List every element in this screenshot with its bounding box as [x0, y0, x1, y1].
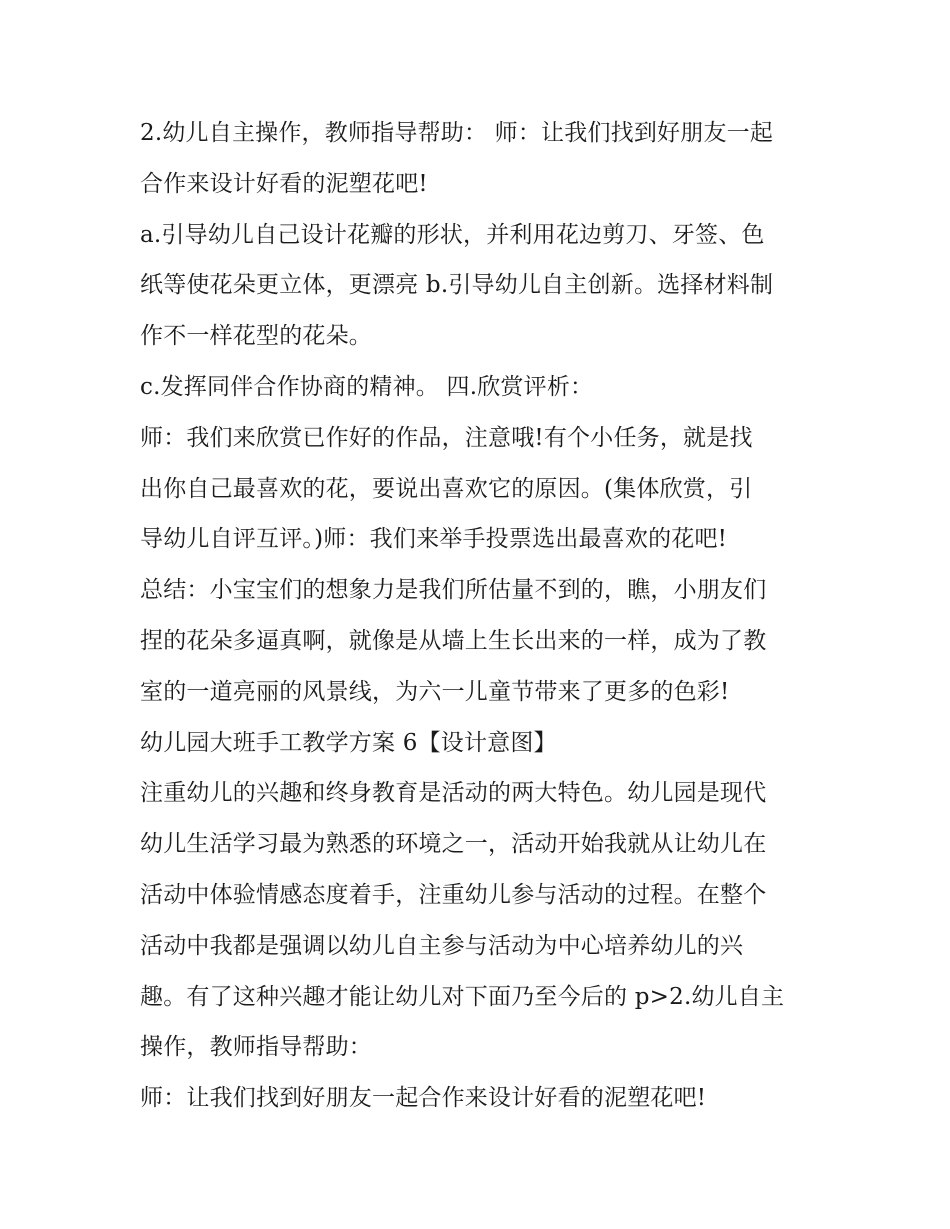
document-body — [140, 108, 820, 1124]
section-heading: 幼儿园大班手工教学方案 6【设计意图】 — [140, 729, 557, 756]
text-line: 作不一样花型的花朵。 — [140, 323, 372, 350]
text-line: 注重幼儿的兴趣和终身教育是活动的两大特色。幼儿园是现代 — [140, 780, 767, 807]
text-line: 活动中体验情感态度着手，注重幼儿参与活动的过程。在整个 — [140, 881, 767, 908]
text-line: 捏的花朵多逼真啊，就像是从墙上生长出来的一样，成为了教 — [140, 627, 767, 654]
text-line: c.发挥同伴合作协商的精神。 四.欣赏评析： — [140, 373, 594, 400]
text-line: 师：让我们找到好朋友一起合作来设计好看的泥塑花吧! — [140, 1085, 707, 1112]
text-line: 2.幼儿自主操作，教师指导帮助： 师：让我们找到好朋友一起 — [140, 120, 774, 146]
text-line: 总结：小宝宝们的想象力是我们所估量不到的，瞧，小朋友们 — [140, 577, 767, 604]
text-line: 师：我们来欣赏已作好的作品，注意哦!有个小任务，就是找 — [140, 424, 753, 451]
text-line: 纸等使花朵更立体，更漂亮 b.引导幼儿自主创新。选择材料制 — [140, 272, 774, 299]
text-line: 活动中我都是强调以幼儿自主参与活动为中心培养幼儿的兴 — [140, 932, 744, 959]
text-line: 幼儿生活学习最为熟悉的环境之一，活动开始我就从让幼儿在 — [140, 831, 767, 858]
text-line: 室的一道亮丽的风景线，为六一儿童节带来了更多的色彩! — [140, 678, 730, 705]
text-line: 操作，教师指导帮助： — [140, 1034, 372, 1061]
text-line: 合作来设计好看的泥塑花吧! — [140, 170, 428, 197]
text-line: a.引导幼儿自己设计花瓣的形状，并利用花边剪刀、牙签、色 — [140, 221, 765, 248]
text-line: 出你自己最喜欢的花，要说出喜欢它的原因。(集体欣赏，引 — [140, 475, 753, 502]
text-line: 导幼儿自评互评。)师：我们来举手投票选出最喜欢的花吧! — [140, 526, 728, 553]
text-line: 趣。有了这种兴趣才能让幼儿对下面乃至今后的 p>2.幼儿自主 — [140, 983, 785, 1010]
